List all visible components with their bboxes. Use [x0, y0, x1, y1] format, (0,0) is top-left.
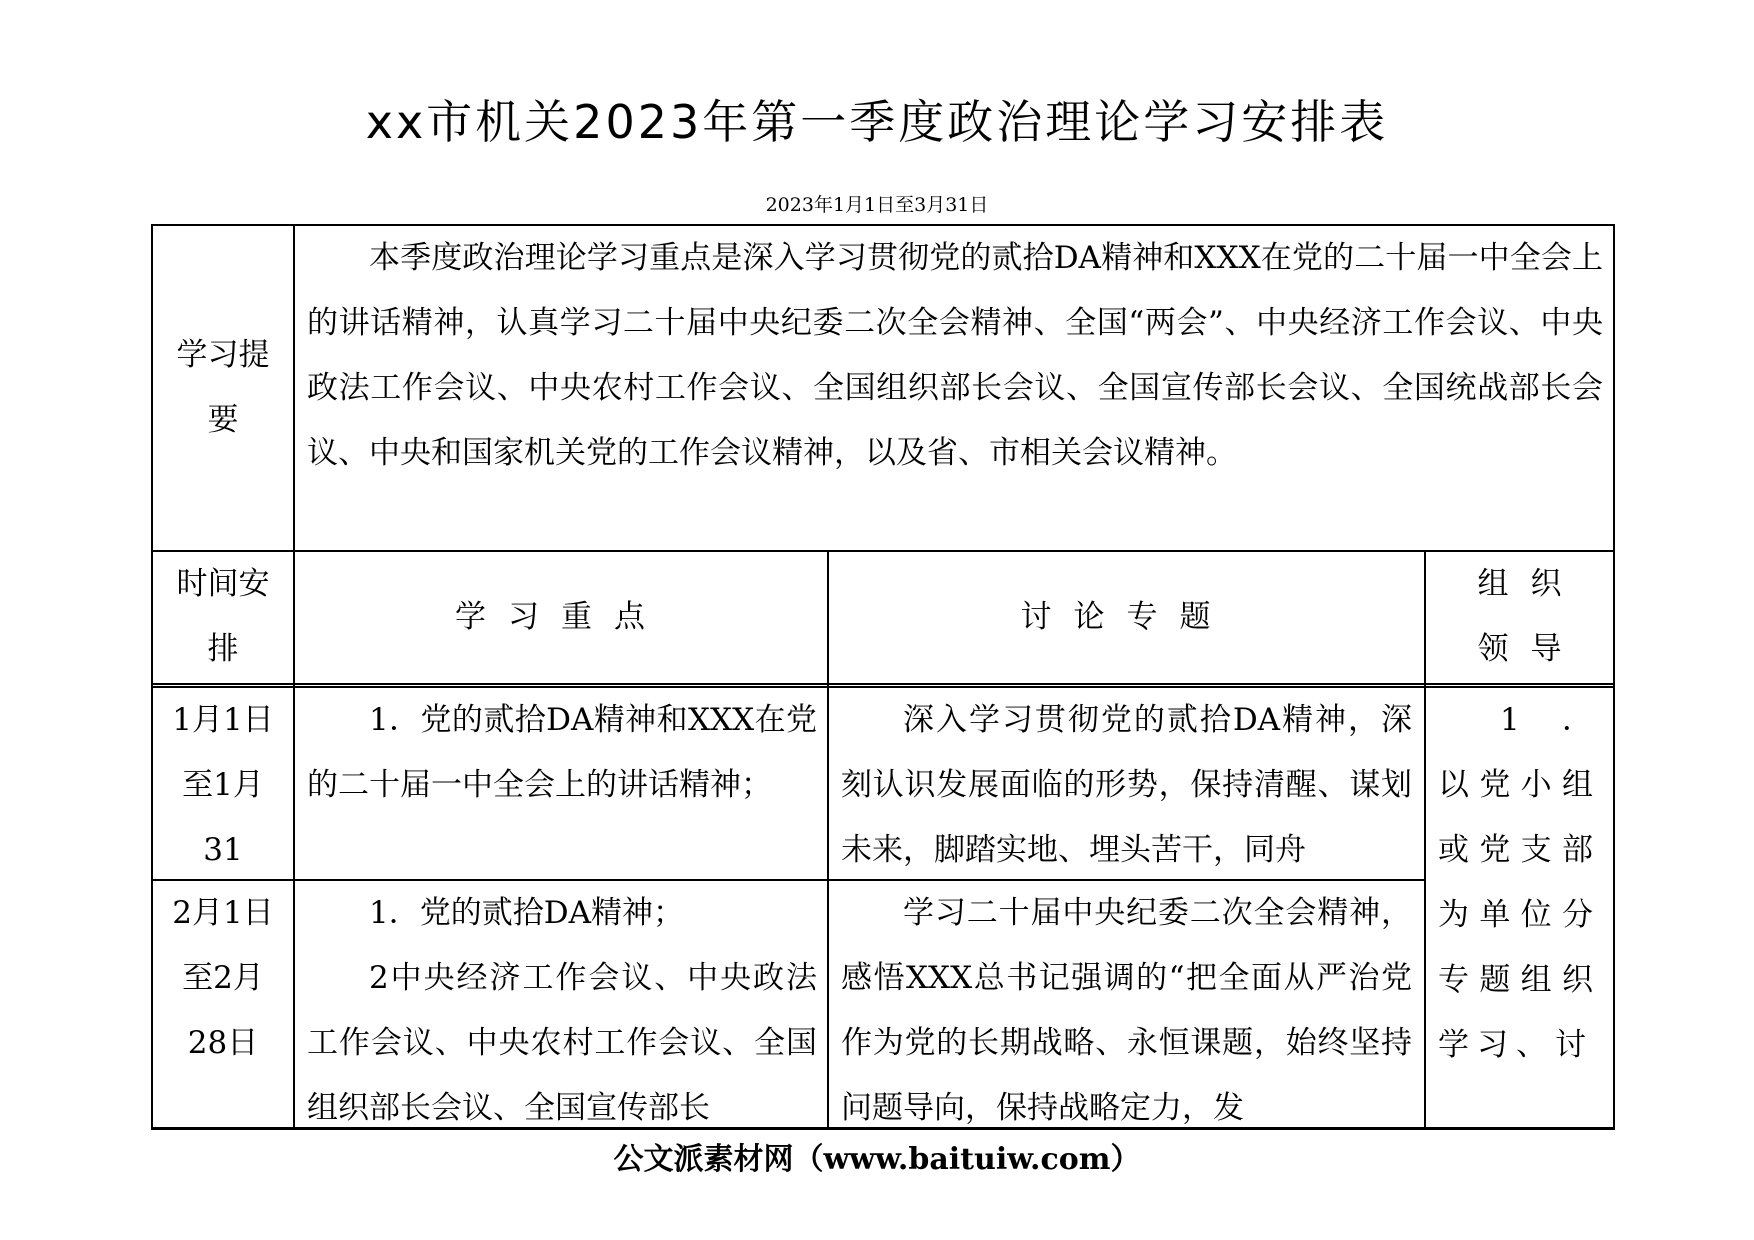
summary-label-text: 学习提要	[176, 337, 270, 438]
row-2-topic-text: 学习二十届中央纪委二次全会精神，感悟XXX总书记强调的“把全面从严治党作为党的长期战略、永恒课题，始终坚持问题导向，保持战略定力，发	[841, 895, 1412, 1126]
summary-label	[153, 226, 293, 550]
table-row-2-topic	[829, 881, 1424, 1130]
header-leader	[1426, 552, 1613, 683]
header-time	[153, 552, 293, 683]
row-2-focus-line1: 1．党的贰拾DA精神；	[369, 895, 684, 931]
leader-cell	[1426, 688, 1613, 1130]
document-title: xx市机关2023年第一季度政治理论学习安排表	[365, 95, 1389, 149]
header-time-text: 时间安排	[176, 566, 270, 667]
header-focus	[295, 552, 827, 683]
row-1-focus-text: 1．党的贰拾DA精神和XXX在党的二十届一中全会上的讲话精神；	[307, 702, 817, 803]
table-row-2-time	[153, 881, 293, 1130]
row-divider	[153, 683, 1613, 685]
table-row-1-focus	[295, 688, 827, 879]
row-2-time-text: 2月1日至2月28日	[172, 895, 274, 1061]
schedule-table	[151, 224, 1615, 1130]
footer-watermark: 公文派素材网（www.baituiw.com）	[613, 1142, 1141, 1177]
header-topic-text: 讨论专题	[1020, 599, 1233, 635]
summary-text	[295, 226, 1613, 550]
header-leader-text: 组织领导	[1477, 566, 1584, 667]
header-focus-text: 学习重点	[455, 599, 667, 635]
row-1-time-text: 1月1日至1月31	[172, 702, 274, 868]
date-range: 2023年1月1日至3月31日	[765, 194, 989, 216]
header-topic	[829, 552, 1424, 683]
table-row-1-topic	[829, 688, 1424, 879]
summary-body: 本季度政治理论学习重点是深入学习贯彻党的贰拾DA精神和XXX在党的二十届一中全会上的讲话精神，认真学习二十届中央纪委二次全会精神、全国“两会”、中央经济工作会议、中央政法工作会议、中央农村工作会议、全国组织部长会议、全国宣传部长会议、全国统战部长会议、中央和国家机关党的工作会议精神，以及省、市相关会议精神。	[307, 240, 1603, 471]
table-row-2-focus	[295, 881, 827, 1130]
table-row-1-time	[153, 688, 293, 879]
row-1-topic-text: 深入学习贯彻党的贰拾DA精神，深刻认识发展面临的形势，保持清醒、谋划未来，脚踏实地、埋头苦干，同舟	[841, 702, 1412, 868]
row-2-focus-line2: 2中央经济工作会议、中央政法工作会议、中央农村工作会议、全国组织部长会议、全国宣传部长	[307, 960, 817, 1126]
leader-text: 1．以党小组或党支部为单位分专题组织学习、讨	[1438, 702, 1601, 1063]
